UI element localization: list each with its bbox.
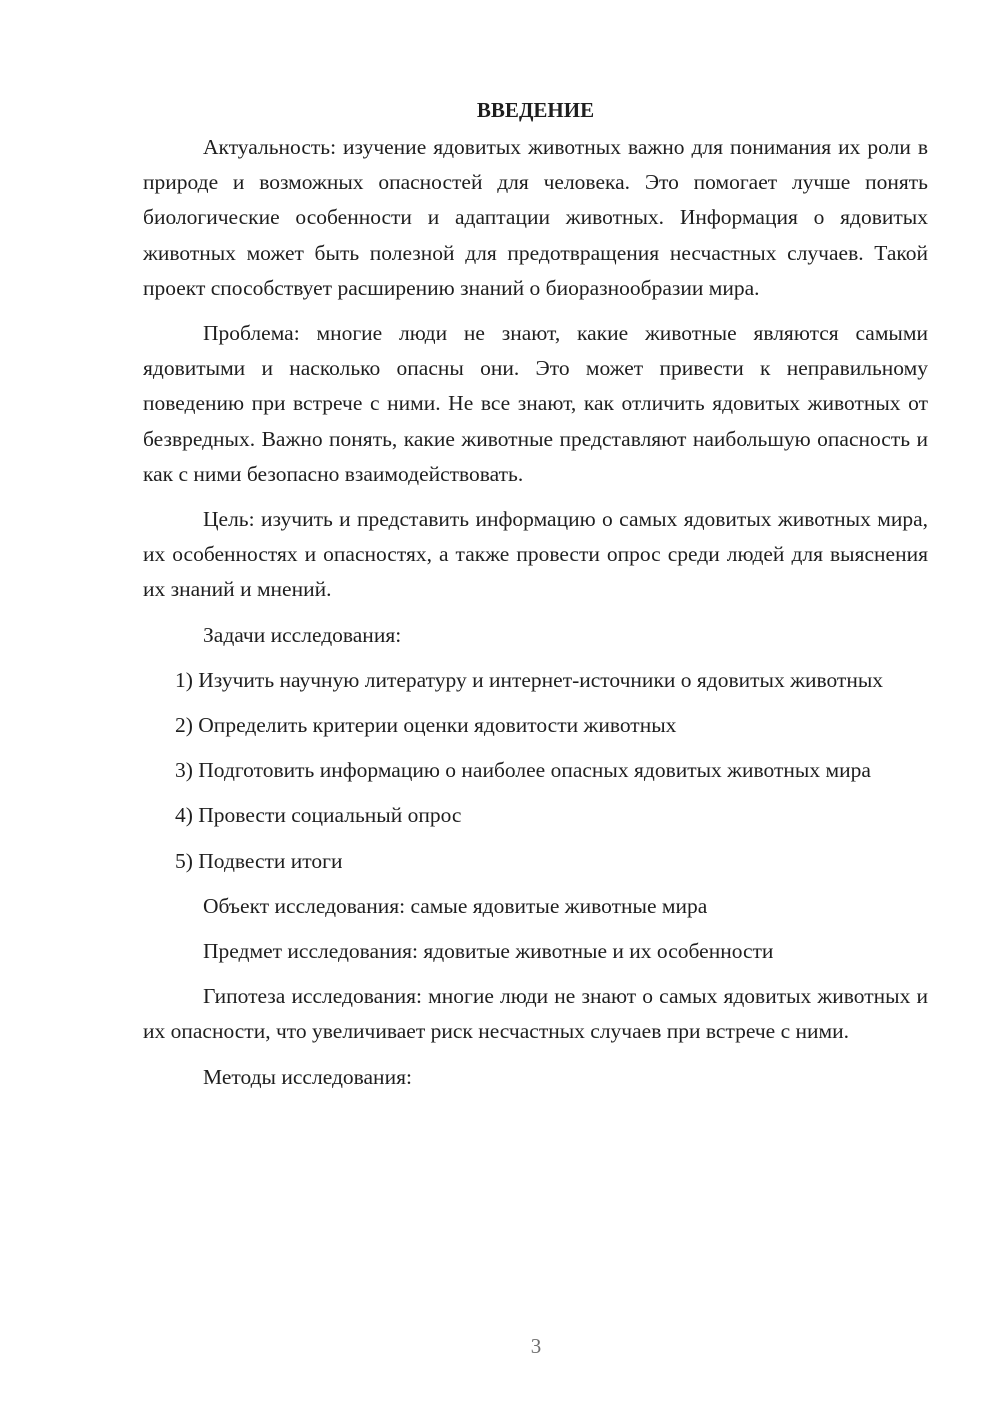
research-subject: Предмет исследования: ядовитые животные и их особенности: [203, 939, 774, 964]
page-number: 3: [530, 1334, 542, 1358]
section-title: ВВЕДЕНИЕ: [476, 98, 595, 122]
relevance-paragraph: Актуальность: изучение ядовитых животных важно для понимания их роли в природе и возможных опасностей для человека. Это помогает лучше понять биологические особенности и адаптации животных. Информация о ядовитых животных может быть полезной для предотвращения несчастных случаев. Такой проект способствует расширению знаний о биоразнообразии мира.: [143, 135, 928, 300]
problem-paragraph: Проблема: многие люди не знают, какие животные являются самыми ядовитыми и насколько опасны они. Это может привести к неправильному поведению при встрече с ними. Не все знают, как отличить ядовитых животных от безвредных. Важно понять, какие животные представляют наибольшую опасность и как с ними безопасно взаимодействовать.: [143, 321, 928, 486]
task-item-2: 2) Определить критерии оценки ядовитости животных: [175, 713, 677, 738]
goal-paragraph: Цель: изучить и представить информацию о самых ядовитых животных мира, их особенностях и опасностях, а также провести опрос среди людей для выяснения их знаний и мнений.: [143, 507, 928, 602]
research-hypothesis: Гипотеза исследования: многие люди не знают о самых ядовитых животных и их опасности, что увеличивает риск несчастных случаев при встрече с ними.: [143, 984, 928, 1044]
tasks-heading: Задачи исследования:: [203, 622, 402, 647]
research-object: Объект исследования: самые ядовитые животные мира: [203, 893, 708, 918]
page-content: [143, 95, 928, 1105]
task-item-3: 3) Подготовить информацию о наиболее опасных ядовитых животных мира: [175, 758, 871, 783]
task-item-4: 4) Провести социальный опрос: [175, 803, 462, 828]
task-item-5: 5) Подвести итоги: [175, 848, 343, 873]
methods-heading: Методы исследования:: [203, 1064, 412, 1089]
task-item-1: 1) Изучить научную литературу и интернет-источники о ядовитых животных: [175, 667, 884, 692]
